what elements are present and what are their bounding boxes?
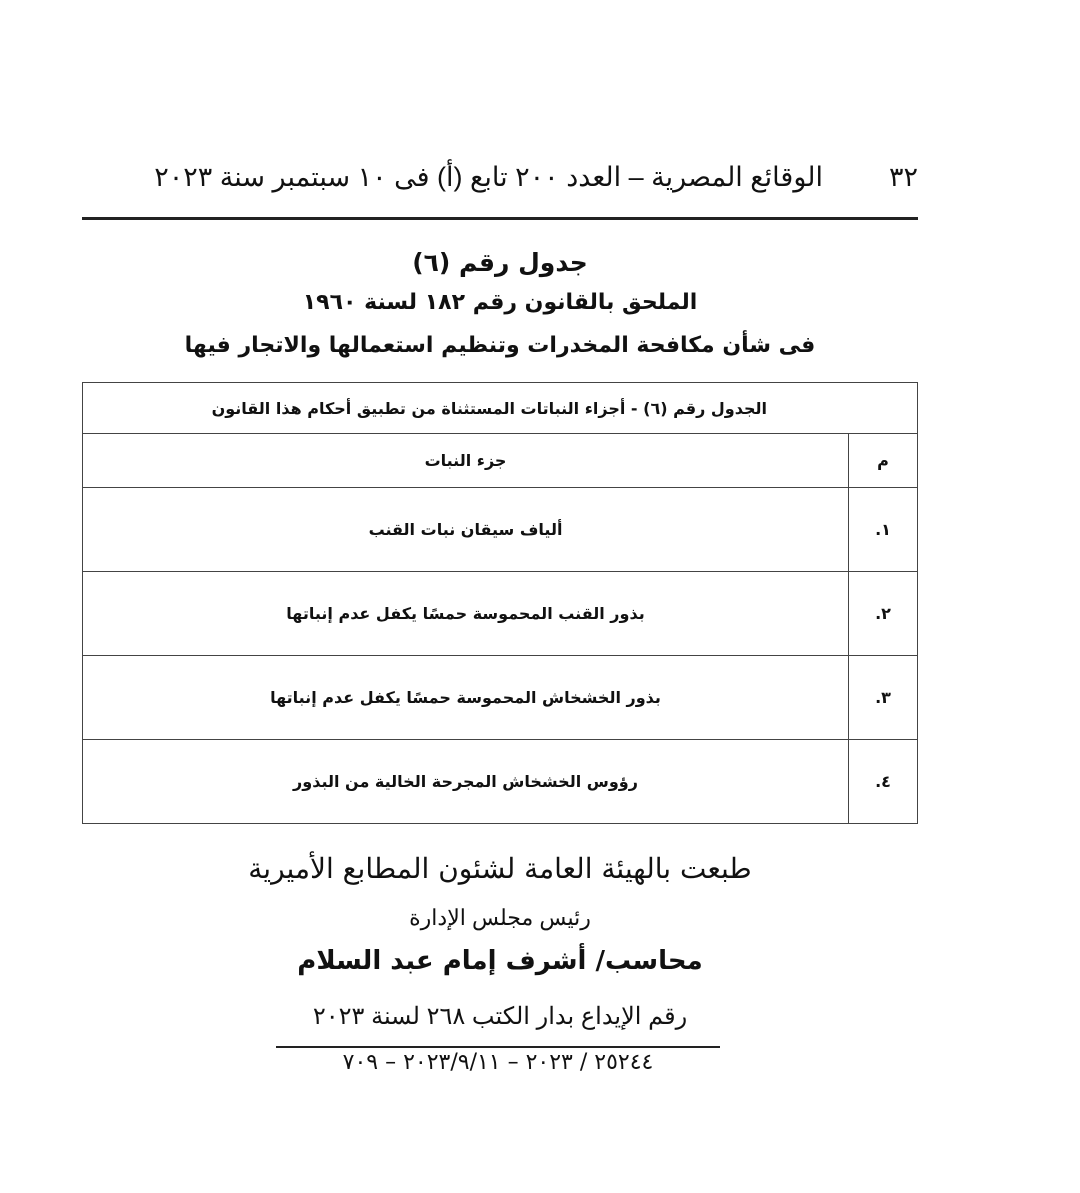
page-number: ٣٢ [888,162,918,192]
footer-rule [276,1046,720,1048]
plant-part: ألياف سيقان نبات القنب [83,488,849,572]
print-code: ٧٠٩ – ٢٠٢٣/٩/١١ – ٢٠٢٣ / ٢٥٢٤٤ [342,1050,654,1075]
table-row [83,656,918,740]
schedule-subtitle: الملحق بالقانون رقم ١٨٢ لسنة ١٩٦٠ [302,290,698,315]
table-caption: الجدول رقم (٦) - أجزاء النباتات المستثناة من تطبيق أحكام هذا القانون [83,383,918,434]
table-row [83,572,918,656]
schedule-table [82,382,918,824]
running-header [82,160,918,204]
chair-name: محاسب/ أشرف إمام عبد السلام [297,946,703,976]
table-row [83,488,918,572]
column-header-plant-part: جزء النبات [83,434,849,488]
plant-part: رؤوس الخشخاش المجرحة الخالية من البذور [83,740,849,824]
row-number: ١. [849,488,918,572]
deposit-number: رقم الإيداع بدار الكتب ٢٦٨ لسنة ٢٠٢٣ [312,1003,688,1030]
column-header-number: م [849,434,918,488]
plant-part: بذور القنب المحموسة حمسًا يكفل عدم إنباتها [83,572,849,656]
header-title: الوقائع المصرية – العدد ٢٠٠ تابع (أ) فى ١٠ سبتمبر سنة ٢٠٢٣ [154,162,823,192]
printer-line: طبعت بالهيئة العامة لشئون المطابع الأميرية [248,852,752,885]
row-number: ٤. [849,740,918,824]
schedule-title: جدول رقم (٦) [412,248,588,277]
schedule-subject: فى شأن مكافحة المخدرات وتنظيم استعمالها والاتجار فيها [184,333,816,358]
header-rule [82,217,918,220]
row-number: ٣. [849,656,918,740]
row-number: ٢. [849,572,918,656]
board-chair-title: رئيس مجلس الإدارة [409,905,591,930]
plant-part: بذور الخشخاش المحموسة حمسًا يكفل عدم إنباتها [83,656,849,740]
table-row [83,740,918,824]
